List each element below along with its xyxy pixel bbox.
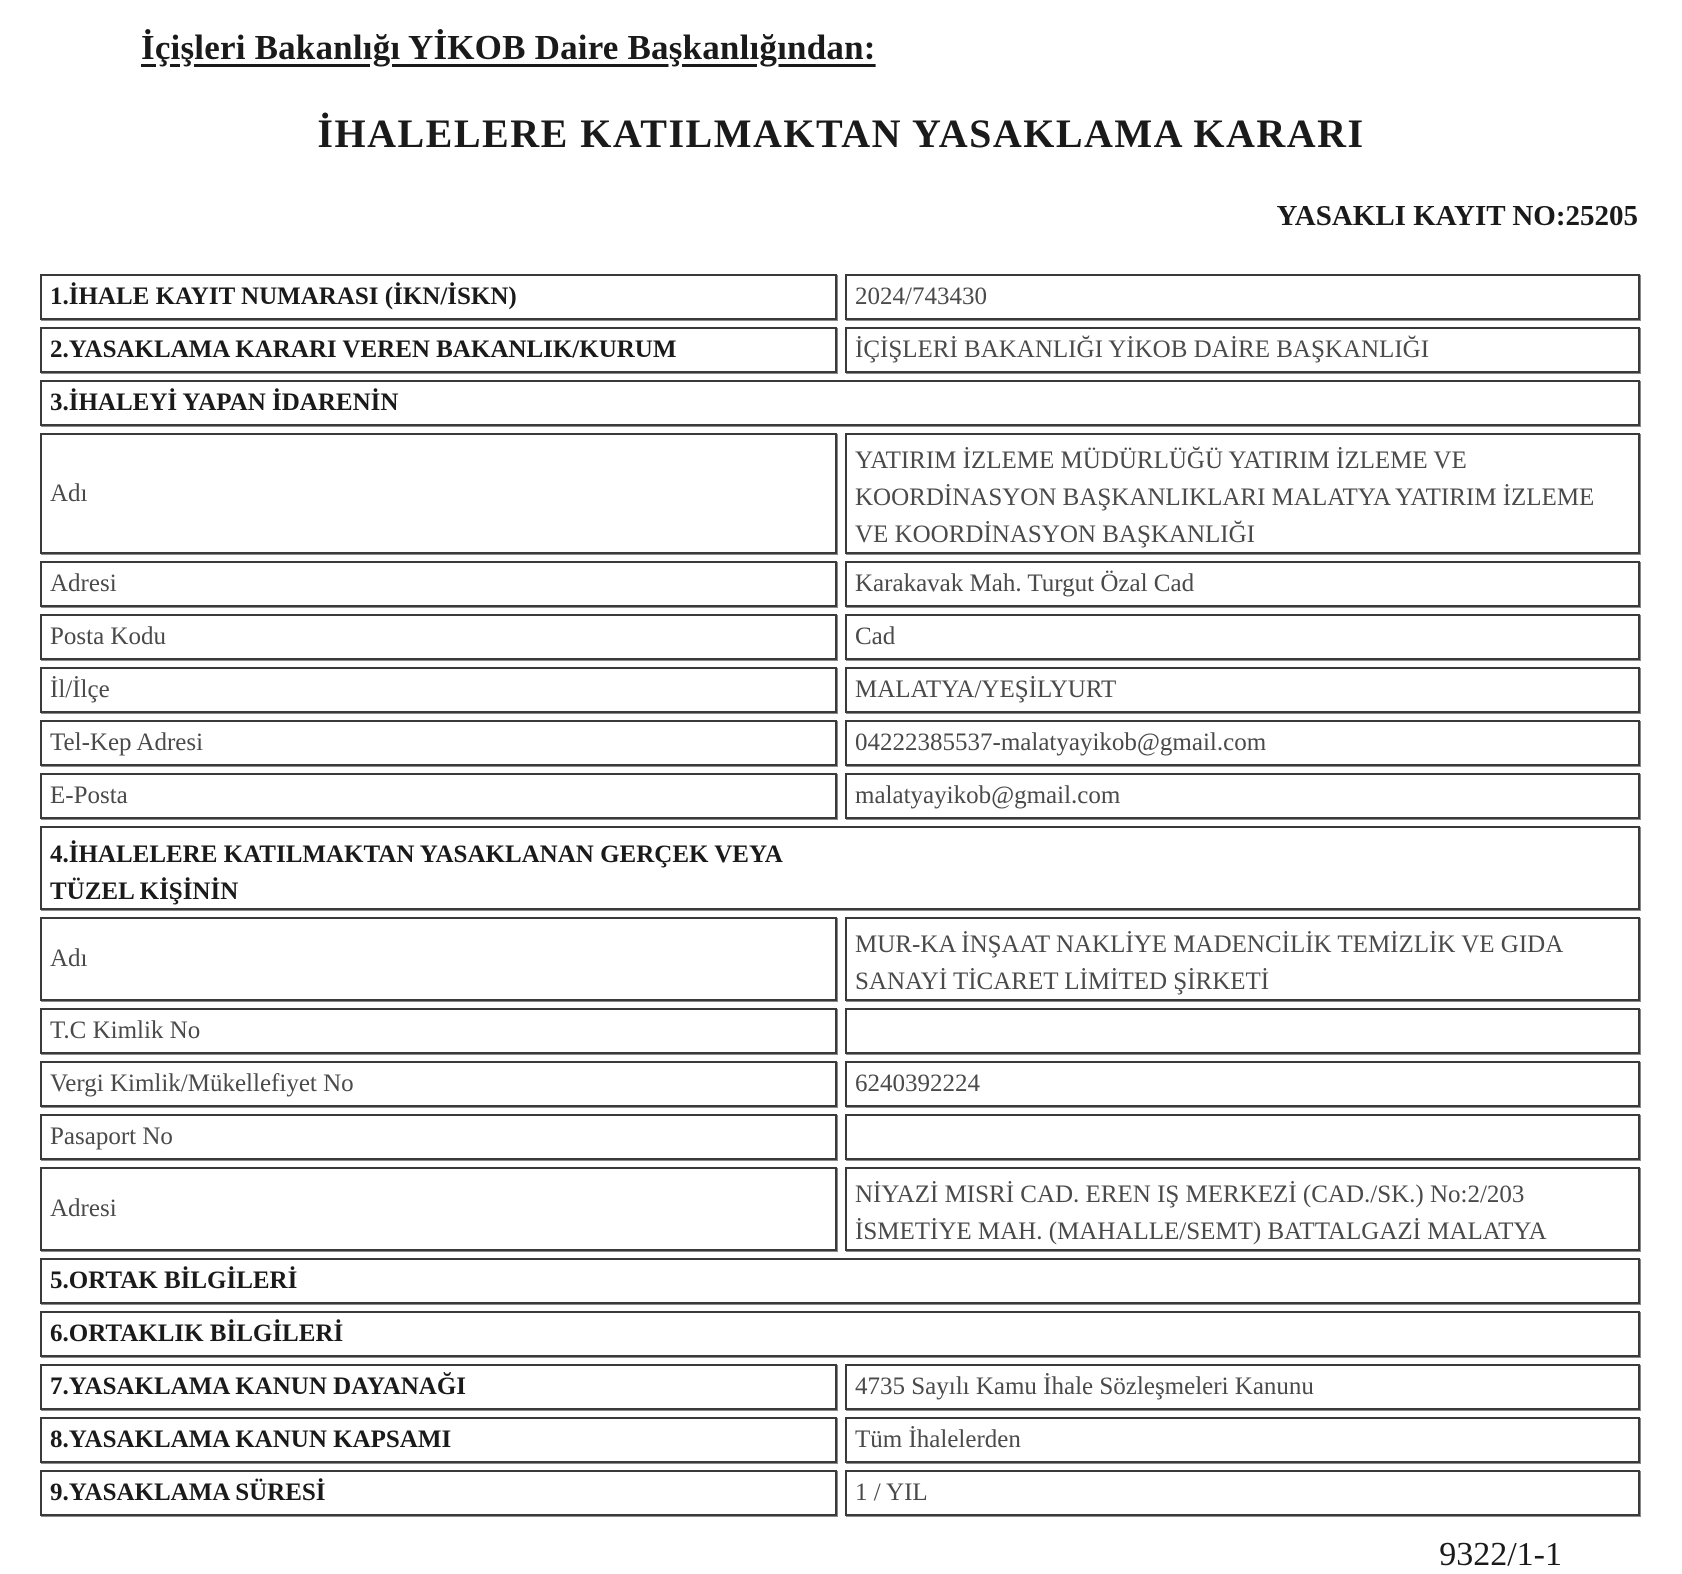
table-row [40,667,1640,713]
row-label: Adresi [40,561,837,607]
row-label: Tel-Kep Adresi [40,720,837,766]
row-value: malatyayikob@gmail.com [845,773,1640,819]
row-label: İl/İlçe [40,667,837,713]
section-header-row [40,380,1640,426]
issuer-heading: İçişleri Bakanlığı YİKOB Daire Başkanlığından: [141,28,876,67]
row-value: 2024/743430 [845,274,1640,320]
row-value: İÇİŞLERİ BAKANLIĞI YİKOB DAİRE BAŞKANLIĞI [845,327,1640,373]
row-value: Tüm İhalelerden [845,1417,1640,1463]
table-row [40,327,1640,373]
table-row [40,274,1640,320]
section-header: 5.ORTAK BİLGİLERİ [40,1258,1640,1304]
table-row [40,720,1640,766]
row-label: Vergi Kimlik/Mükellefiyet No [40,1061,837,1107]
section-header [40,826,1640,910]
row-label: 8.YASAKLAMA KANUN KAPSAMI [40,1417,837,1463]
row-value: Karakavak Mah. Turgut Özal Cad [845,561,1640,607]
table-row [40,614,1640,660]
row-value: Cad [845,614,1640,660]
table-row [40,1364,1640,1410]
row-value: MUR-KA İNŞAAT NAKLİYE MADENCİLİK TEMİZLİK VE GIDA SANAYİ TİCARET LİMİTED ŞİRKETİ [845,917,1640,1001]
row-value [845,1008,1640,1054]
row-label: Adı [40,433,837,554]
table-row [40,917,1640,1001]
table-row [40,1008,1640,1054]
decision-table [40,274,1640,1523]
row-label: 1.İHALE KAYIT NUMARASI (İKN/İSKN) [40,274,837,320]
table-row [40,1167,1640,1251]
row-label: Posta Kodu [40,614,837,660]
section-header-row [40,1311,1640,1357]
table-row [40,773,1640,819]
row-label: Adresi [40,1167,837,1251]
row-label: 7.YASAKLAMA KANUN DAYANAĞI [40,1364,837,1410]
table-row [40,561,1640,607]
table-row [40,1114,1640,1160]
table-row [40,1061,1640,1107]
row-value: 04222385537-malatyayikob@gmail.com [845,720,1640,766]
row-label: 9.YASAKLAMA SÜRESİ [40,1470,837,1516]
row-label: Pasaport No [40,1114,837,1160]
row-value: YATIRIM İZLEME MÜDÜRLÜĞÜ YATIRIM İZLEME VE KOORDİNASYON BAŞKANLIKLARI MALATYA YATIRIM İZLEME VE KOORDİNASYON BAŞKANLIĞI [845,433,1640,554]
document-title: İHALELERE KATILMAKTAN YASAKLAMA KARARI [317,111,1365,156]
table-row [40,1417,1640,1463]
table-row [40,433,1640,554]
record-number: YASAKLI KAYIT NO:25205 [1276,200,1638,232]
row-label: E-Posta [40,773,837,819]
section-header-row [40,826,1640,910]
row-value: NİYAZİ MISRİ CAD. EREN IŞ MERKEZİ (CAD./SK.) No:2/203 İSMETİYE MAH. (MAHALLE/SEMT) BATTALGAZİ MALATYA [845,1167,1640,1251]
row-label: T.C Kimlik No [40,1008,837,1054]
row-value: 1 / YIL [845,1470,1640,1516]
row-label: 2.YASAKLAMA KARARI VEREN BAKANLIK/KURUM [40,327,837,373]
row-value: MALATYA/YEŞİLYURT [845,667,1640,713]
row-label: Adı [40,917,837,1001]
table-row [40,1470,1640,1516]
row-value [845,1114,1640,1160]
page-code: 9322/1-1 [1439,1536,1562,1573]
section-header-row [40,1258,1640,1304]
row-value: 4735 Sayılı Kamu İhale Sözleşmeleri Kanunu [845,1364,1640,1410]
section-header: 3.İHALEYİ YAPAN İDARENİN [40,380,1640,426]
section-header-text: 4.İHALELERE KATILMAKTAN YASAKLANAN GERÇEK VEYA TÜZEL KİŞİNİN [50,841,782,905]
row-value: 6240392224 [845,1061,1640,1107]
section-header: 6.ORTAKLIK BİLGİLERİ [40,1311,1640,1357]
